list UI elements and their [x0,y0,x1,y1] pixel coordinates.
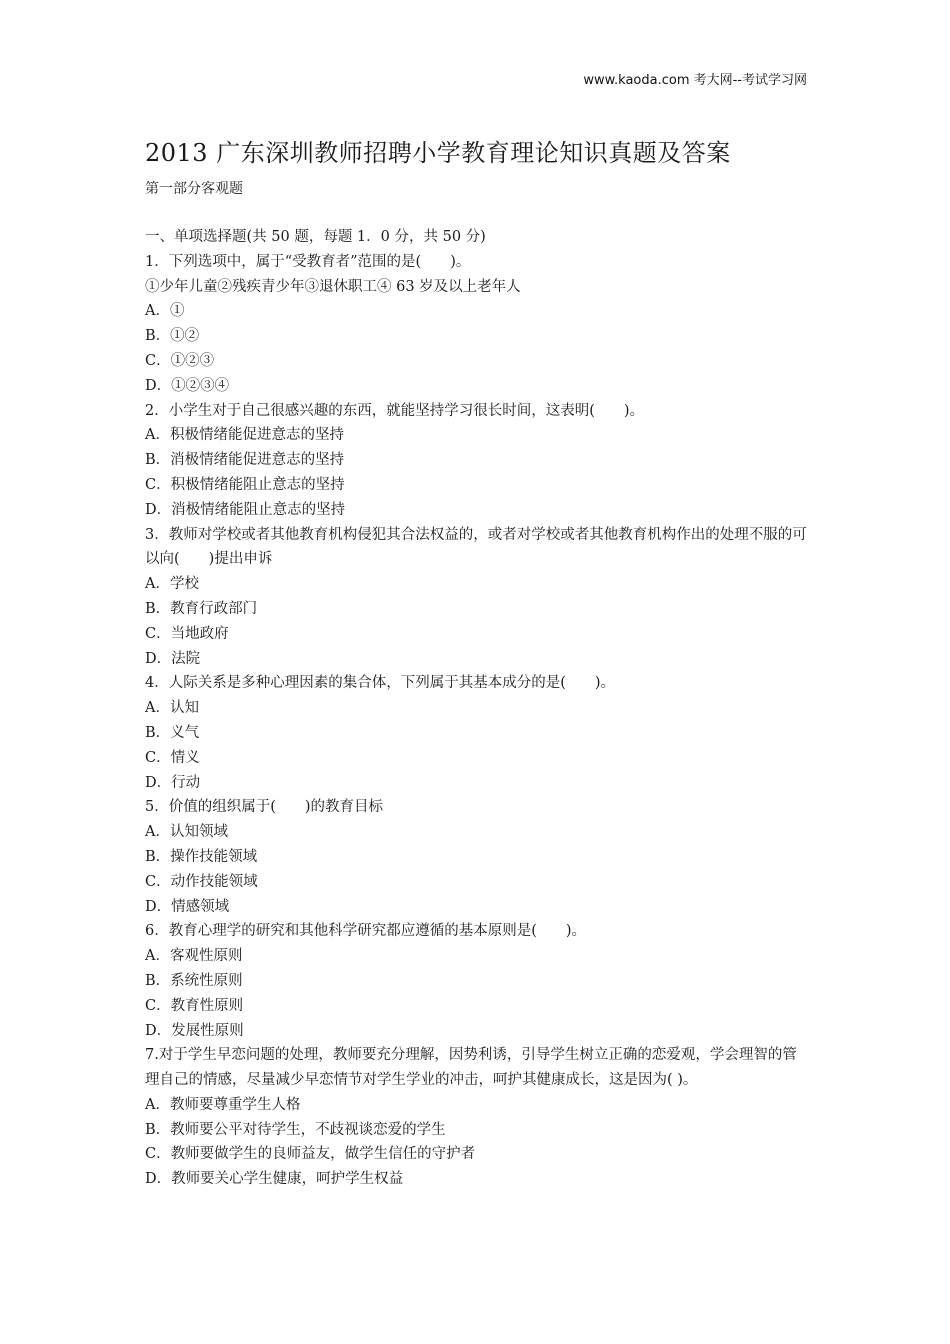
option: B．教师要公平对待学生，不歧视谈恋爱的学生 [145,1121,446,1138]
site-header: www.kaoda.com 考大网--考试学习网 [583,73,807,88]
option: B．①② [145,328,200,345]
option: A．客观性原则 [145,948,243,965]
option: B．系统性原则 [145,972,243,989]
question-stem: 3．教师对学校或者其他教育机构侵犯其合法权益的，或者对学校或者其他教育机构作出的处理不服的可以向( )提出申诉 [145,526,807,568]
option: B．教育行政部门 [145,600,258,617]
option: B．消极情绪能促进意志的坚持 [145,452,345,469]
question-stem: 4．人际关系是多种心理因素的集合体，下列属于其基本成分的是( )。 [145,675,616,692]
option: D．行动 [145,774,201,791]
option: C．积极情绪能阻止意志的坚持 [145,476,345,493]
option: C．①②③ [145,352,215,369]
option: D．发展性原则 [145,1022,244,1039]
option: A．认知 [145,700,199,717]
option: A．认知领域 [145,824,228,841]
option: D．情感领域 [145,898,230,915]
section-heading: 一、单项选择题(共 50 题，每题 1．0 分，共 50 分) [145,229,486,245]
option: B．义气 [145,724,200,741]
option: A．学校 [145,576,199,593]
option: D．①②③④ [145,377,230,394]
question-stem: 2．小学生对于自己很感兴趣的东西，就能坚持学习很长时间，这表明( )。 [145,402,645,419]
question-stem: 7.对于学生早恋问题的处理，教师要充分理解，因势利诱，引导学生树立正确的恋爱观，学会理智的管理自己的情感，尽量减少早恋情节对学生学业的冲击，呵护其健康成长，这是因为( )。 [145,1047,797,1089]
option: A．积极情绪能促进意志的坚持 [145,427,344,444]
option: C．情义 [145,749,200,766]
option: D．教师要关心学生健康，呵护学生权益 [145,1171,404,1188]
option: A．教师要尊重学生人格 [145,1096,301,1113]
question-stem: 1．下列选项中，属于“受教育者”范围的是( )。 [145,253,471,270]
document-subtitle: 第一部分客观题 [145,181,243,197]
option: C．动作技能领域 [145,873,258,890]
question-extra: ①少年儿童②残疾青少年③退休职工④ 63 岁及以上老年人 [145,278,521,295]
question-list [145,225,810,1192]
question-stem: 6．教育心理学的研究和其他科学研究都应遵循的基本原则是( )。 [145,923,587,940]
option: B．操作技能领域 [145,848,258,865]
option: D．消极情绪能阻止意志的坚持 [145,501,346,518]
option: C．教育性原则 [145,997,244,1014]
option: C．当地政府 [145,625,229,642]
option: C．教师要做学生的良师益友，做学生信任的守护者 [145,1146,476,1163]
document-title: 2013 广东深圳教师招聘小学教育理论知识真题及答案 [145,139,731,167]
question-stem: 5．价值的组织属于( )的教育目标 [145,799,384,816]
option: D．法院 [145,650,201,667]
option: A．① [145,303,185,320]
